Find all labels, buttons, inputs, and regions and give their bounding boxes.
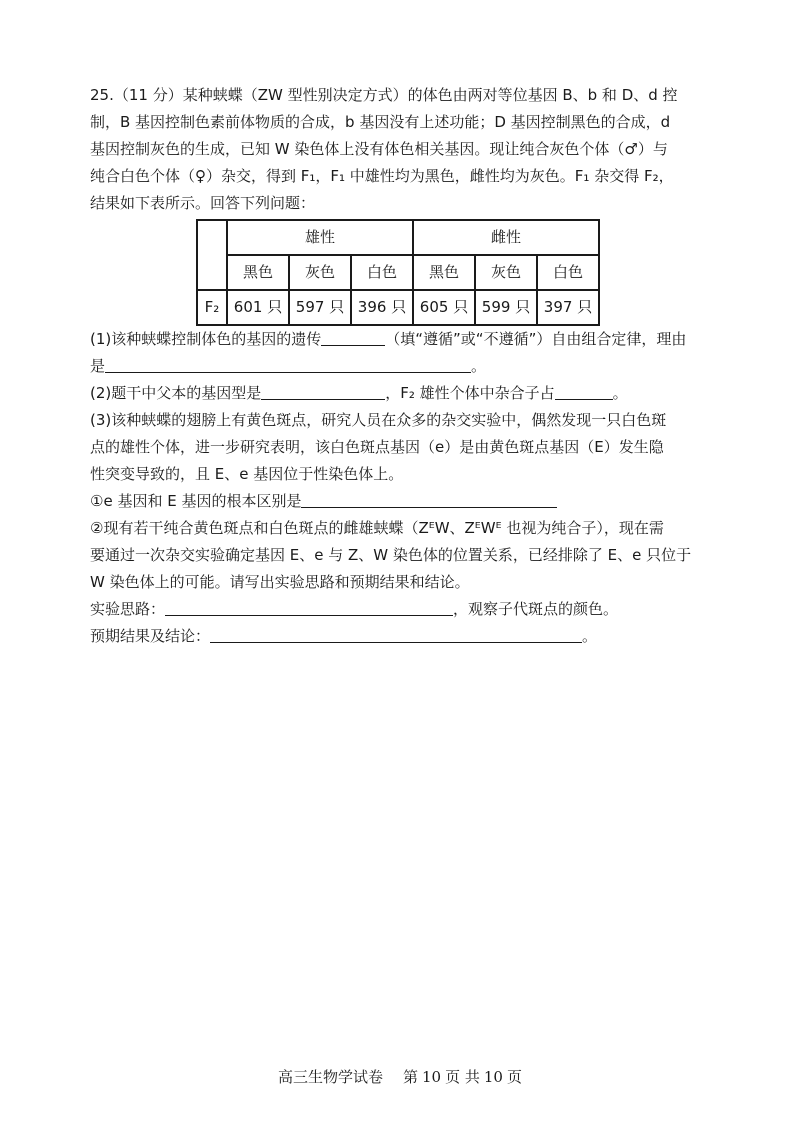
expected-blank[interactable]: [210, 624, 582, 643]
expected-end: 。: [582, 627, 598, 645]
approach-blank[interactable]: [165, 597, 453, 616]
column-header: 灰色: [289, 255, 351, 290]
column-header: 灰色: [475, 255, 537, 290]
page-suffix: 页: [506, 1068, 522, 1086]
approach-label: 实验思路：: [90, 600, 166, 618]
intro-line: 结果如下表所示。回答下列问题：: [90, 194, 316, 212]
intro-line: 25.（11 分）某种蛱蝶（ZW 型性别决定方式）的体色由两对等位基因 B、b 和 D、d 控: [90, 86, 678, 104]
table-subheader-row: [197, 255, 599, 290]
expected-line: [90, 623, 720, 650]
table-cell: 396 只: [351, 290, 413, 325]
q3a-answer-blank[interactable]: [301, 489, 557, 508]
intro-line: 纯合白色个体（♀）杂交，得到 F₁，F₁ 中雄性均为黑色，雌性均为灰色。F₁ 杂交得 F₂，: [90, 167, 674, 185]
q2-ratio-blank[interactable]: [555, 381, 613, 400]
column-header: 白色: [351, 255, 413, 290]
table-cell: 599 只: [475, 290, 537, 325]
exam-title: 高三生物学试卷: [277, 1068, 383, 1086]
intro-line: 制，B 基因控制色素前体物质的合成，b 基因没有上述功能；D 基因控制黑色的合成，d: [90, 113, 671, 131]
table-cell: 605 只: [413, 290, 475, 325]
q2-text: ，F₂ 雄性个体中杂合子占: [385, 384, 555, 402]
q1-text: （填“遵循”或“不遵循”）自由组合定律，理由: [385, 330, 687, 348]
q1-reason-blank[interactable]: [105, 354, 471, 373]
q2-genotype-blank[interactable]: [261, 381, 385, 400]
table-cell: 597 只: [289, 290, 351, 325]
q1-line-2: [90, 353, 720, 380]
q3a-text: ①e 基因和 E 基因的根本区别是: [90, 492, 302, 510]
sub-question-3: [90, 407, 720, 650]
q3-line: 性突变导致的，且 E、e 基因位于性染色体上。: [90, 465, 404, 483]
female-group-header: 雌性: [413, 220, 599, 255]
table-header-row: [197, 220, 599, 255]
table-row: [197, 290, 599, 325]
q3b-line: W 染色体上的可能。请写出实验思路和预期结果和结论。: [90, 573, 470, 591]
q1-answer-blank[interactable]: [321, 327, 385, 346]
q3-line: (3)该种蛱蝶的翅膀上有黄色斑点，研究人员在众多的杂交实验中，偶然发现一只白色斑: [90, 411, 667, 429]
row-label: F₂: [197, 290, 227, 325]
expected-label: 预期结果及结论：: [90, 627, 211, 645]
q3b-line: ②现有若干纯合黄色斑点和白色斑点的雌雄蛱蝶（ZᴱW、ZᴱWᴱ 也视为纯合子），现在需: [90, 519, 664, 537]
results-table: [196, 219, 600, 326]
sub-question-2: [90, 380, 720, 407]
q1-text: (1)该种蛱蝶控制体色的基因的遗传: [90, 330, 322, 348]
question-block: [90, 82, 720, 650]
page-prefix: 第: [403, 1068, 419, 1086]
total-pages: 10: [483, 1068, 503, 1086]
approach-line: [90, 596, 720, 623]
q3b-line: 要通过一次杂交实验确定基因 E、e 与 Z、W 染色体的位置关系，已经排除了 E、e 只位于: [90, 546, 692, 564]
page-mid: 页 共: [445, 1068, 480, 1086]
page-footer: [0, 1066, 800, 1087]
column-header: 白色: [537, 255, 599, 290]
column-header: 黑色: [227, 255, 289, 290]
q3a-line: [90, 488, 720, 515]
sub-question-1: [90, 326, 720, 380]
intro-line: 基因控制灰色的生成，已知 W 染色体上没有体色相关基因。现让纯合灰色个体（♂）与: [90, 140, 668, 158]
page-number: 10: [422, 1068, 442, 1086]
q3-line: 点的雄性个体，进一步研究表明，该白色斑点基因（e）是由黄色斑点基因（E）发生隐: [90, 438, 664, 456]
table-cell: 601 只: [227, 290, 289, 325]
male-group-header: 雄性: [227, 220, 413, 255]
q2-text: (2)题干中父本的基因型是: [90, 384, 262, 402]
question-intro: [90, 82, 720, 217]
column-header: 黑色: [413, 255, 475, 290]
table-cell: 397 只: [537, 290, 599, 325]
q1-end: 。: [471, 357, 487, 375]
q2-line: [90, 380, 720, 407]
table-corner-cell: [197, 220, 227, 290]
q1-line-1: [90, 326, 720, 353]
q2-end: 。: [612, 384, 628, 402]
approach-end: ，观察子代斑点的颜色。: [453, 600, 619, 618]
q1-text: 是: [90, 357, 106, 375]
